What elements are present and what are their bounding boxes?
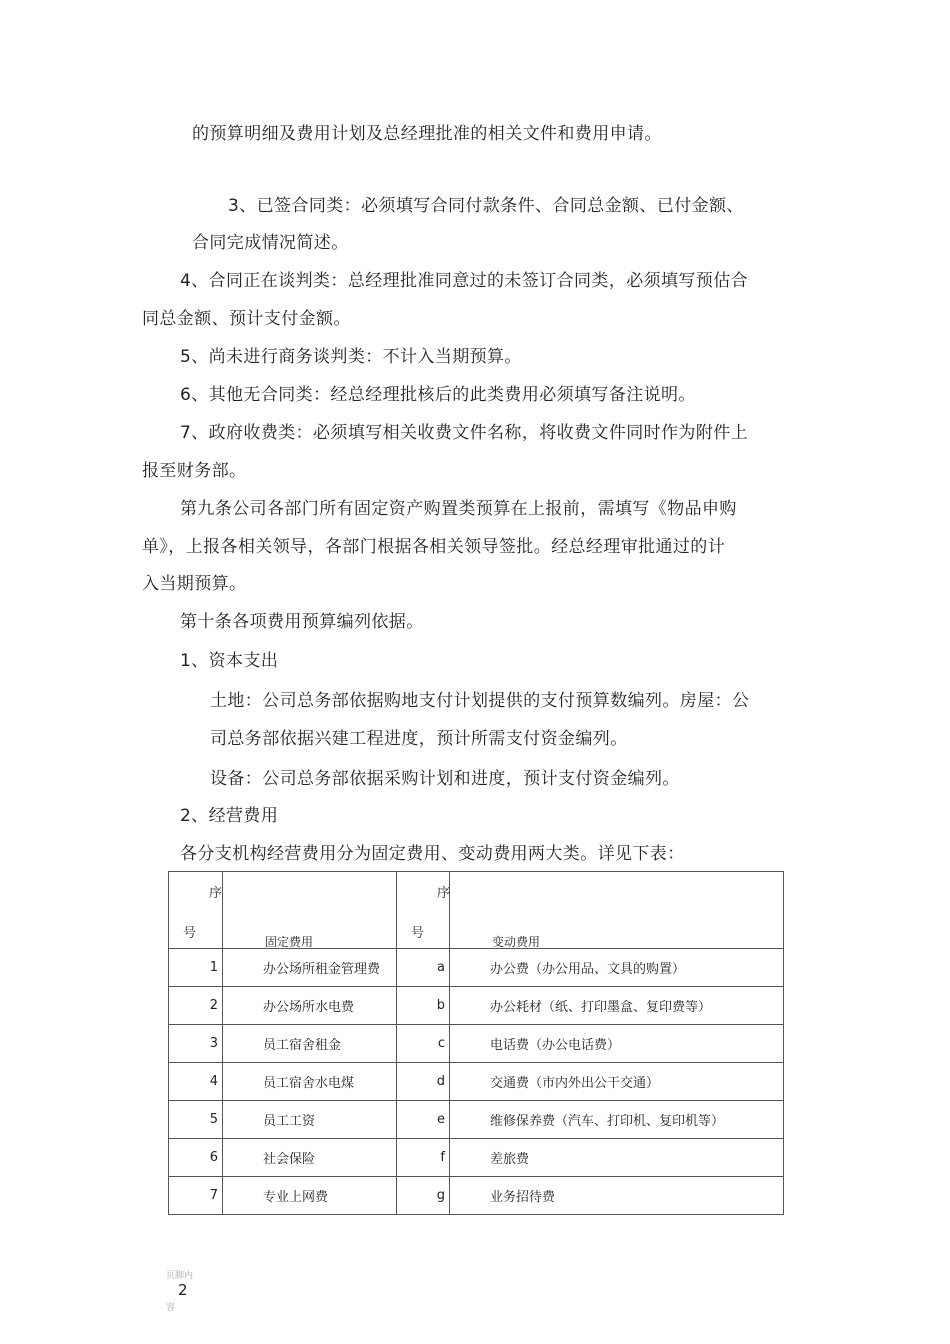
fixed-expense: 员工宿舍水电煤 [223, 1063, 397, 1101]
fixed-expense: 员工宿舍租金 [223, 1025, 397, 1063]
paragraph-line: 4、合同正在谈判类：总经理批准同意过的未签订合同类，必须填写预估合 [180, 271, 749, 291]
table-row [169, 1177, 784, 1215]
footer-label-top: 页脚内 [166, 1271, 194, 1281]
header-seq-cell [169, 872, 223, 949]
expense-table [168, 871, 784, 1215]
row-code: d [397, 1063, 450, 1101]
header-seq-top: 序 [209, 886, 223, 901]
paragraph-line: 司总务部依据兴建工程进度，预计所需支付资金编列。 [210, 729, 628, 749]
variable-expense: 办公费（办公用品、文具的购置） [450, 949, 784, 987]
table-row [169, 1063, 784, 1101]
row-number: 6 [169, 1139, 223, 1177]
row-code: e [397, 1101, 450, 1139]
header-fixed-label: 固定费用 [265, 935, 314, 949]
header-seq2-bottom: 号 [411, 926, 425, 941]
paragraph-line: 3、已签合同类：必须填写合同付款条件、合同总金额、已付金额、 [228, 196, 744, 216]
paragraph-line: 同总金额、预计支付金额。 [142, 309, 351, 329]
paragraph-line: 入当期预算。 [142, 574, 247, 594]
variable-expense: 维修保养费（汽车、打印机、复印机等） [450, 1101, 784, 1139]
row-code: g [397, 1177, 450, 1215]
row-code: b [397, 987, 450, 1025]
paragraph-line: 1、资本支出 [180, 651, 279, 671]
row-number: 7 [169, 1177, 223, 1215]
paragraph-line: 5、尚未进行商务谈判类：不计入当期预算。 [180, 347, 522, 367]
paragraph-line: 2、经营费用 [180, 806, 279, 826]
row-number: 1 [169, 949, 223, 987]
fixed-expense: 员工工资 [223, 1101, 397, 1139]
header-seq2-top: 序 [437, 886, 451, 901]
table-row [169, 1101, 784, 1139]
paragraph-line: 报至财务部。 [142, 461, 247, 481]
header-seq2-cell [397, 872, 450, 949]
paragraph-line: 7、政府收费类：必须填写相关收费文件名称，将收费文件同时作为附件上 [180, 423, 749, 443]
footer-label-bottom: 容 [166, 1303, 176, 1313]
row-number: 4 [169, 1063, 223, 1101]
row-code: c [397, 1025, 450, 1063]
variable-expense: 办公耗材（纸、打印墨盒、复印费等） [450, 987, 784, 1025]
table-row [169, 1139, 784, 1177]
paragraph-line: 单》，上报各相关领导，各部门根据各相关领导签批。经总经理审批通过的计 [142, 537, 726, 557]
fixed-expense: 办公场所水电费 [223, 987, 397, 1025]
paragraph-line: 合同完成情况简述。 [192, 233, 349, 253]
fixed-expense: 社会保险 [223, 1139, 397, 1177]
variable-expense: 业务招待费 [450, 1177, 784, 1215]
fixed-expense: 办公场所租金管理费 [223, 949, 397, 987]
table-row [169, 1025, 784, 1063]
paragraph-line: 6、其他无合同类：经总经理批核后的此类费用必须填写备注说明。 [180, 385, 696, 405]
header-variable-label: 变动费用 [492, 935, 541, 949]
paragraph-line: 各分支机构经营费用分为固定费用、变动费用两大类。详见下表： [180, 844, 685, 864]
header-variable-cell [450, 872, 784, 949]
paragraph-line: 的预算明细及费用计划及总经理批准的相关文件和费用申请。 [192, 124, 662, 144]
variable-expense: 差旅费 [450, 1139, 784, 1177]
table-row [169, 949, 784, 987]
variable-expense: 交通费（市内外出公干交通） [450, 1063, 784, 1101]
table-row [169, 987, 784, 1025]
row-number: 2 [169, 987, 223, 1025]
header-seq-bottom: 号 [183, 926, 197, 941]
row-number: 5 [169, 1101, 223, 1139]
table-header-row [169, 872, 784, 949]
row-code: f [397, 1139, 450, 1177]
page-number: 2 [178, 1281, 188, 1299]
row-code: a [397, 949, 450, 987]
row-number: 3 [169, 1025, 223, 1063]
variable-expense: 电话费（办公电话费） [450, 1025, 784, 1063]
fixed-expense: 专业上网费 [223, 1177, 397, 1215]
paragraph-line: 土地：公司总务部依据购地支付计划提供的支付预算数编列。房屋：公 [210, 691, 750, 711]
paragraph-line: 第十条各项费用预算编列依据。 [180, 612, 424, 632]
header-fixed-cell [223, 872, 397, 949]
paragraph-line: 设备：公司总务部依据采购计划和进度，预计支付资金编列。 [210, 769, 680, 789]
paragraph-line: 第九条公司各部门所有固定资产购置类预算在上报前，需填写《物品申购 [180, 499, 737, 519]
